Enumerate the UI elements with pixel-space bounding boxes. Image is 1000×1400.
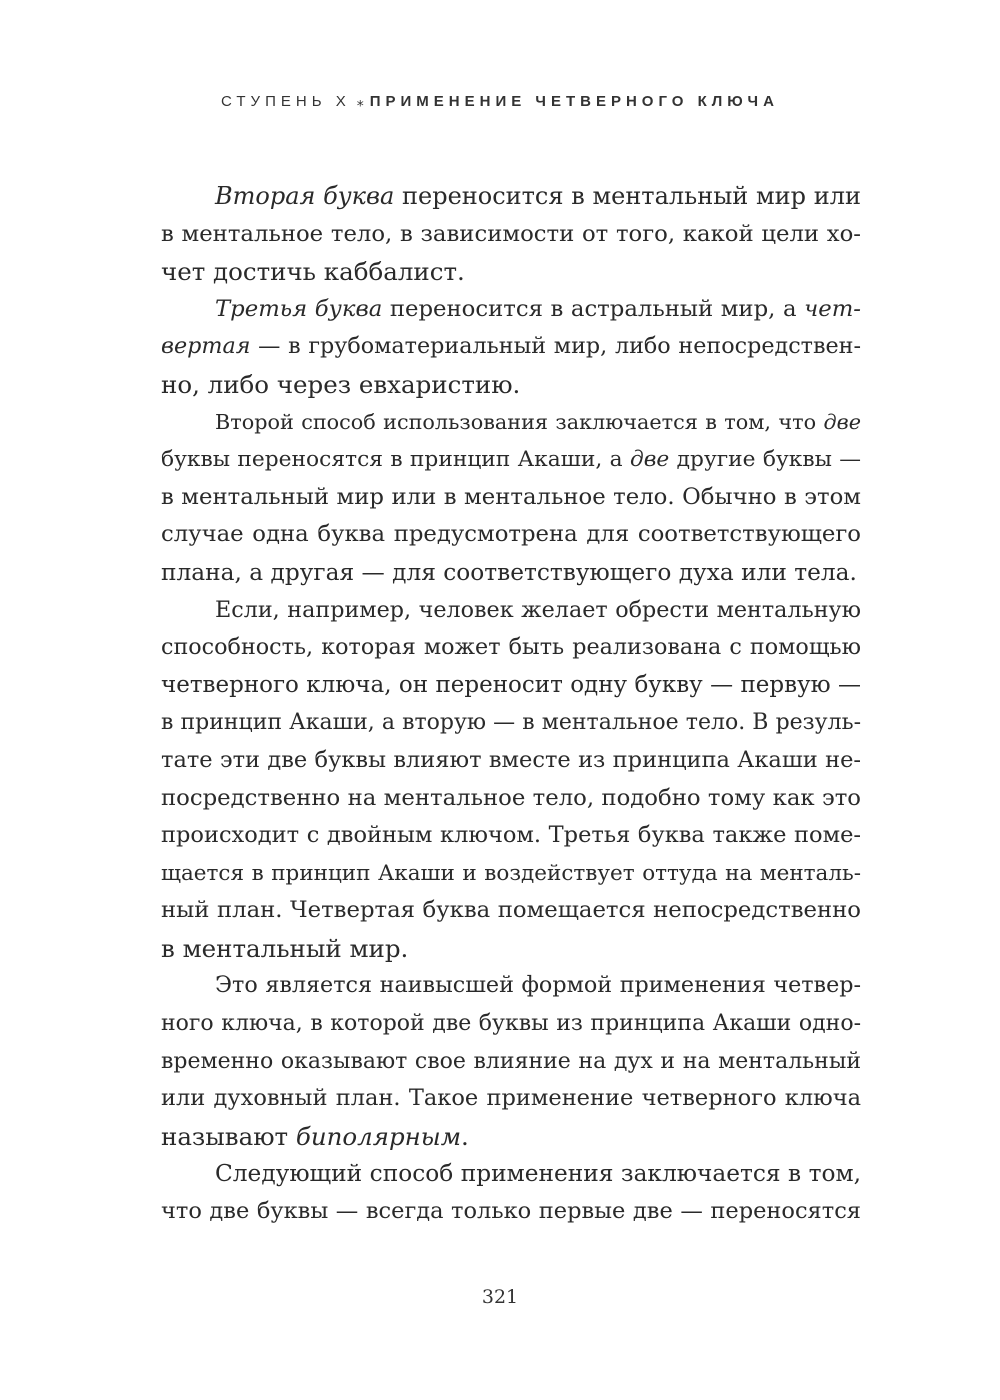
text-line — [161, 366, 861, 404]
text-run: называют — [161, 1121, 296, 1151]
text-line — [161, 892, 861, 930]
italic-text: вертая — [161, 333, 251, 360]
text-line — [161, 516, 861, 554]
text-run: в ментальное тело, в зависимости от того, какой цели хо- — [161, 220, 861, 247]
text-line — [161, 1118, 861, 1156]
text-line — [161, 592, 861, 630]
text-line — [161, 967, 861, 1005]
text-line — [161, 780, 861, 818]
text-run: посредственно на ментальное тело, подобно тому как это — [161, 784, 861, 811]
text-run: временно оказывают свое влияние на дух и на ментальный — [161, 1048, 861, 1074]
text-run: . — [461, 1121, 469, 1151]
text-run: четверного ключа, он переносит одну букву — первую — — [161, 671, 861, 698]
body-text — [161, 178, 861, 1231]
page-number: 321 — [481, 1286, 519, 1308]
paragraph — [161, 178, 861, 291]
text-line — [161, 704, 861, 742]
italic-text: две — [823, 409, 861, 434]
text-line — [161, 1193, 861, 1231]
paragraph — [161, 967, 861, 1155]
text-line — [161, 855, 861, 893]
text-line — [161, 930, 861, 968]
paragraph — [161, 1155, 861, 1230]
text-line — [161, 1005, 861, 1043]
text-run: переносится в ментальный мир или — [394, 182, 861, 210]
text-run: другие буквы — — [669, 447, 861, 473]
italic-text: две — [629, 447, 670, 473]
text-line — [161, 1155, 861, 1193]
text-run: переносится в астральный мир, а — [382, 295, 805, 322]
running-head — [0, 93, 1000, 110]
text-run: или духовный план. Такое применение четверного ключа — [161, 1085, 861, 1112]
running-head-chapter: ПРИМЕНЕНИЕ ЧЕТВЕРНОГО КЛЮЧА — [369, 93, 779, 110]
text-run: Следующий способ применения заключается в том, — [215, 1160, 861, 1188]
text-run: ный план. Четвертая буква помещается непосредственно — [161, 897, 861, 924]
text-line — [161, 817, 861, 855]
text-run: случае одна буква предусмотрена для соответствующего — [161, 521, 861, 548]
italic-text: Третья буква — [215, 295, 383, 322]
italic-text: биполярным — [295, 1121, 462, 1151]
text-line — [161, 291, 861, 329]
italic-text: Вторая буква — [215, 182, 395, 210]
text-line — [161, 178, 861, 216]
text-line — [161, 404, 861, 442]
running-head-part: СТУПЕНЬ X — [221, 93, 351, 110]
text-line — [161, 554, 861, 592]
text-run: Если, например, человек желает обрести ментальную — [215, 596, 861, 623]
running-head-separator: ⁎ — [356, 93, 364, 109]
paragraph — [161, 592, 861, 968]
text-line — [161, 742, 861, 780]
text-run: ного ключа, в которой две буквы из принципа Акаши одно- — [161, 1011, 861, 1037]
text-run: — в грубоматериальный мир, либо непосредствен- — [250, 333, 861, 360]
text-line — [161, 1080, 861, 1118]
text-run: но, либо через евхаристию. — [161, 369, 521, 399]
text-run: чет достичь каббалист. — [161, 257, 465, 287]
text-line — [161, 328, 861, 366]
text-run: Это является наивысшей формой применения четвер- — [215, 972, 861, 999]
text-run: тате эти две буквы влияют вместе из принципа Акаши не- — [161, 746, 861, 773]
text-run: происходит с двойным ключом. Третья буква также поме- — [161, 822, 861, 849]
text-run: плана, а другая — для соответствующего духа или тела. — [161, 558, 857, 586]
text-line — [161, 629, 861, 667]
paragraph — [161, 291, 861, 404]
text-line — [161, 479, 861, 517]
text-run: в ментальный мир или в ментальное тело. Обычно в этом — [161, 483, 861, 510]
text-line — [161, 667, 861, 705]
paragraph — [161, 404, 861, 592]
text-line — [161, 1043, 861, 1081]
text-line — [161, 441, 861, 479]
text-run: что две буквы — всегда только первые две — переносятся — [161, 1198, 861, 1225]
text-run: буквы переносятся в принцип Акаши, а — [161, 447, 630, 473]
text-run: в ментальный мир. — [161, 933, 409, 963]
text-line — [161, 253, 861, 291]
text-run: щается в принцип Акаши и воздействует оттуда на менталь- — [161, 860, 861, 886]
text-run: в принцип Акаши, а вторую — в ментальное тело. В резуль- — [161, 710, 861, 736]
italic-text: чет- — [804, 295, 861, 322]
text-run: Второй способ использования заключается в том, что — [215, 409, 824, 434]
text-line — [161, 216, 861, 254]
text-run: способность, которая может быть реализована с помощью — [161, 634, 861, 661]
